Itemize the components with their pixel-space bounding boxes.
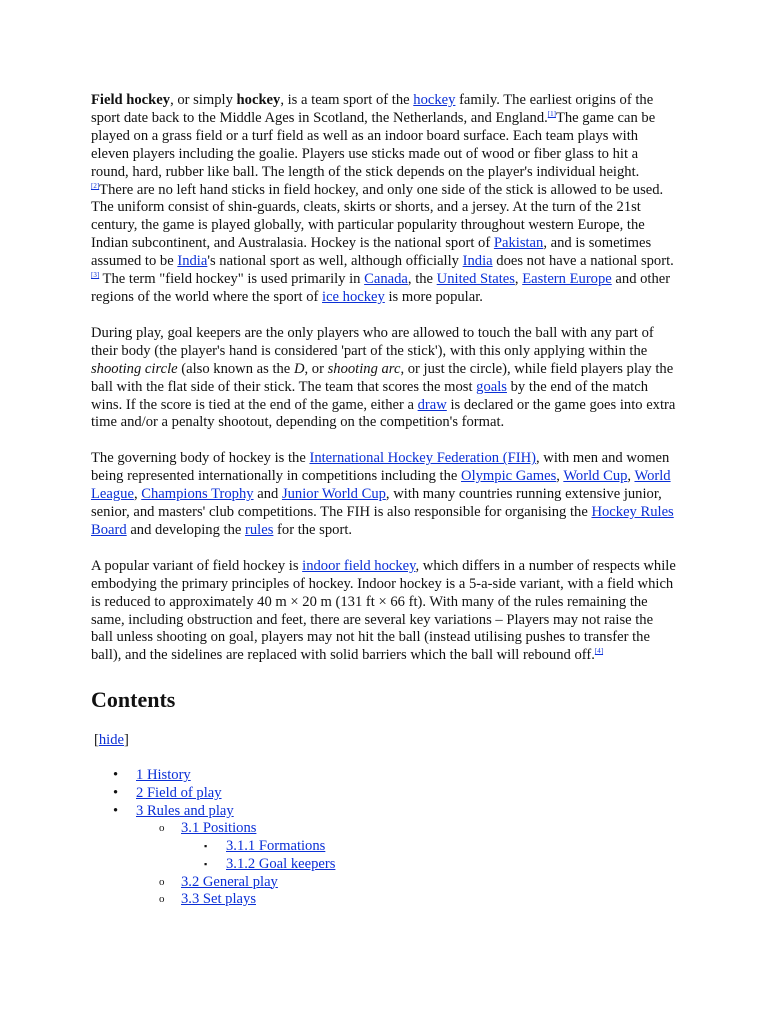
link-india-2[interactable]: India bbox=[462, 253, 493, 270]
toc-item-formations bbox=[91, 838, 677, 856]
toc-link-set-plays[interactable]: 3.3 Set plays bbox=[181, 891, 256, 908]
bold-term-field-hockey: Field hockey bbox=[91, 92, 171, 108]
table-of-contents bbox=[91, 767, 677, 909]
contents-heading: Contents bbox=[91, 687, 176, 713]
bullet-square-icon: ▪ bbox=[204, 841, 208, 852]
link-world-league[interactable]: World League bbox=[91, 468, 671, 503]
governing-body-paragraph: The governing body of hockey is the International Hockey Federation (FIH), with men and women being represented internationally in competitions including the Olympic Games, World Cup, World League, Champions Trophy and Junior World Cup, with many countries running extensive junior, senior, and masters' club competitions. The FIH is also responsible for organising the Hockey Rules Board and developing the rules for the sport. bbox=[91, 450, 674, 538]
italic-shooting-arc: shooting arc bbox=[327, 360, 401, 377]
toc-toggle: [hide] bbox=[94, 732, 129, 749]
link-rules[interactable]: rules bbox=[245, 521, 274, 538]
link-ice-hockey[interactable]: ice hockey bbox=[322, 288, 385, 305]
italic-shooting-circle: shooting circle bbox=[91, 360, 178, 377]
link-india[interactable]: India bbox=[177, 253, 208, 270]
bullet-circle-icon: o bbox=[159, 893, 165, 906]
bullet-circle-icon: o bbox=[159, 875, 165, 888]
toc-item-positions bbox=[91, 820, 677, 838]
toc-item-rules-and-play bbox=[91, 803, 677, 821]
link-junior-world-cup[interactable]: Junior World Cup bbox=[281, 486, 386, 503]
citation-3[interactable]: [3] bbox=[91, 271, 100, 280]
link-fih[interactable]: International Hockey Federation (FIH) bbox=[309, 450, 536, 467]
toc-link-positions[interactable]: 3.1 Positions bbox=[181, 820, 257, 837]
toc-link-goal-keepers[interactable]: 3.1.2 Goal keepers bbox=[226, 855, 336, 872]
article-body bbox=[91, 92, 677, 909]
toc-link-history[interactable]: 1 History bbox=[136, 767, 191, 784]
bullet-circle-icon: o bbox=[159, 822, 165, 835]
toc-item-general-play bbox=[91, 874, 677, 892]
bullet-disc-icon: • bbox=[113, 767, 119, 784]
toc-link-general-play[interactable]: 3.2 General play bbox=[181, 873, 278, 890]
toc-item-history bbox=[91, 767, 677, 785]
link-hockey[interactable]: hockey bbox=[413, 92, 456, 108]
link-canada[interactable]: Canada bbox=[364, 271, 408, 288]
play-paragraph: During play, goal keepers are the only players who are allowed to touch the ball with any part of their body (the player's hand is considered 'part of the stick'), with this only applying within the shooting circle (also known as the D, or shooting arc, or just the circle), while field players play the ball with the flat side of their stick. The team that scores the most goals by the end of the match wins. If the score is tied at the end of the game, either a draw is declared or the game goes into extra time and/or a penalty shootout, depending on the competition's format. bbox=[91, 324, 676, 431]
link-draw[interactable]: draw bbox=[417, 396, 447, 413]
intro-paragraph: Field hockey, or simply hockey, is a team sport of the hockey family. The earliest origins of the sport date back to the Middle Ages in Scotland, the Netherlands, and England.[1]The game can be played on a grass field or a turf field as well as an indoor board surface. Each team plays with eleven players including the goalie. Players use sticks made out of wood or fiber glass to hit a round, hard, rubber like ball. The length of the stick depends on the player's individual height.[2]There are no left hand sticks in field hockey, and only one side of the stick is allowed to be used. The uniform consist of shin-guards, cleats, skirts or shorts, and a jersey. At the turn of the 21st century, the game is played globally, with particular popularity throughout western Europe, the Indian subcontinent, and Australasia. Hockey is the national sport of Pakistan, and is sometimes assumed to be India's national sport as well, although officially India does not have a national sport.[3] The term "field hockey" is used primarily in Canada, the United States, Eastern Europe and other regions of the world where the sport of ice hockey is more popular. bbox=[91, 92, 674, 305]
link-indoor-field-hockey[interactable]: indoor field hockey bbox=[302, 557, 416, 574]
indoor-hockey-paragraph: A popular variant of field hockey is indoor field hockey, which differs in a number of respects while embodying the primary principles of hockey. Indoor hockey is a 5-a-side variant, with a field which is reduced to approximately 40 m × 20 m (131 ft × 66 ft). With many of the rules remaining the same, including obstruction and feet, there are several key variations – Players may not raise the ball unless shooting on goal, players may not hit the ball (instead utilising pushes to transfer the ball), and the sidelines are replaced with solid barriers which the ball will rebound off.[4] bbox=[91, 557, 676, 664]
link-hockey-rules-board[interactable]: Hockey Rules Board bbox=[91, 504, 674, 538]
toc-link-rules-and-play[interactable]: 3 Rules and play bbox=[136, 802, 234, 819]
bullet-square-icon: ▪ bbox=[204, 858, 208, 869]
toc-item-goal-keepers bbox=[91, 856, 677, 874]
bold-term-hockey: hockey bbox=[236, 92, 281, 108]
citation-4[interactable]: [4] bbox=[594, 647, 604, 656]
citation-1[interactable]: [1] bbox=[547, 109, 556, 118]
toc-item-field-of-play bbox=[91, 785, 677, 803]
toc-link-formations[interactable]: 3.1.1 Formations bbox=[226, 838, 326, 855]
link-champions-trophy[interactable]: Champions Trophy bbox=[141, 486, 254, 503]
link-goals[interactable]: goals bbox=[476, 378, 507, 395]
toc-hide-link[interactable]: hide bbox=[98, 732, 125, 749]
italic-d: D bbox=[293, 360, 305, 377]
toc-link-field-of-play[interactable]: 2 Field of play bbox=[136, 784, 222, 801]
link-olympic-games[interactable]: Olympic Games bbox=[461, 468, 557, 485]
link-eastern-europe[interactable]: Eastern Europe bbox=[522, 271, 612, 288]
link-pakistan[interactable]: Pakistan bbox=[493, 235, 544, 252]
link-united-states[interactable]: United States bbox=[436, 271, 515, 288]
toc-item-set-plays bbox=[91, 891, 677, 909]
bullet-disc-icon: • bbox=[113, 784, 119, 801]
citation-2[interactable]: [2] bbox=[91, 181, 100, 190]
bullet-disc-icon: • bbox=[113, 802, 119, 819]
link-world-cup[interactable]: World Cup bbox=[563, 468, 628, 485]
